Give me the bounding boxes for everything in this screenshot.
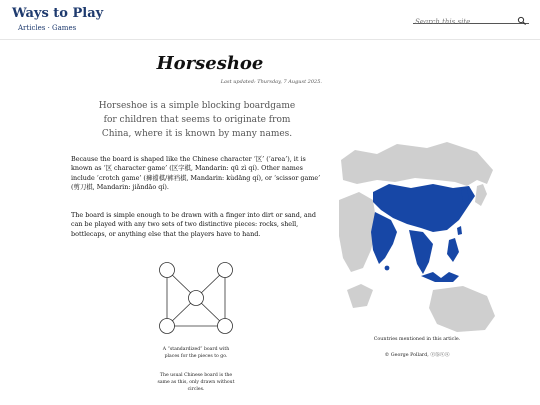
- map-highlight-srilanka: [385, 266, 390, 271]
- map-land-japan: [475, 184, 487, 206]
- map-highlight-philippines: [447, 238, 459, 262]
- nav-separator: ·: [45, 24, 53, 32]
- board-point-top-left: [160, 263, 175, 278]
- map-land-southwest: [347, 284, 373, 308]
- page-title: Horseshoe: [156, 53, 264, 74]
- site-header: [0, 0, 540, 40]
- map-credit[interactable]: © George Pollard, ⓒⓑⓢⓐ: [384, 353, 450, 358]
- nav-articles-link[interactable]: Articles: [18, 24, 46, 32]
- names-paragraph: Because the board is shaped like the Chinese character ‘区’ (‘area’), it is known as ‘区 character game’ (区字棋, Mandarin: qū zì qí). Other names include ‘crotch game’ (褲襠棋/裤裆棋, Mandarin: kùdāng qí), or ‘scissor game’ (剪刀棋, Mandarin: jiǎndāo qí).: [71, 155, 321, 192]
- map-highlight-mainland-se: [409, 230, 433, 274]
- board-point-top-right: [218, 263, 233, 278]
- materials-paragraph: The board is simple enough to be drawn with a finger into dirt or sand, and can be played with any two sets of two distinctive pieces: rocks, shell, bottlecaps, or anything else that the players have to hand.: [71, 211, 316, 238]
- site-title[interactable]: Ways to Play: [12, 6, 104, 21]
- board-diagram: [155, 258, 237, 338]
- search-input[interactable]: [413, 15, 513, 29]
- search-icon[interactable]: [517, 11, 527, 21]
- nav-games-link[interactable]: Games: [52, 24, 77, 32]
- asia-map: [337, 140, 497, 334]
- map-land-north: [341, 142, 493, 186]
- map-caption: Countries mentioned in this article.: [373, 337, 461, 342]
- board-point-bottom-right: [218, 319, 233, 334]
- map-highlight-malaysia: [421, 272, 459, 282]
- map-highlight-southasia: [371, 212, 397, 264]
- map-highlight-taiwan: [457, 226, 462, 235]
- search-box: [413, 9, 529, 24]
- board-point-center: [189, 291, 204, 306]
- board-caption-secondary: The usual Chinese board is the same as this, only drawn without circles.: [157, 373, 235, 392]
- main-nav: [18, 24, 76, 32]
- lead-paragraph: Horseshoe is a simple blocking boardgame for children that seems to originate from China, where it is known by many names.: [98, 101, 296, 139]
- last-updated: Last updated: Thursday, 7 August 2025.: [220, 79, 322, 85]
- board-point-bottom-left: [160, 319, 175, 334]
- board-caption: A “standardized” board with places for the pieces to go.: [162, 347, 230, 359]
- map-land-australia: [429, 286, 495, 332]
